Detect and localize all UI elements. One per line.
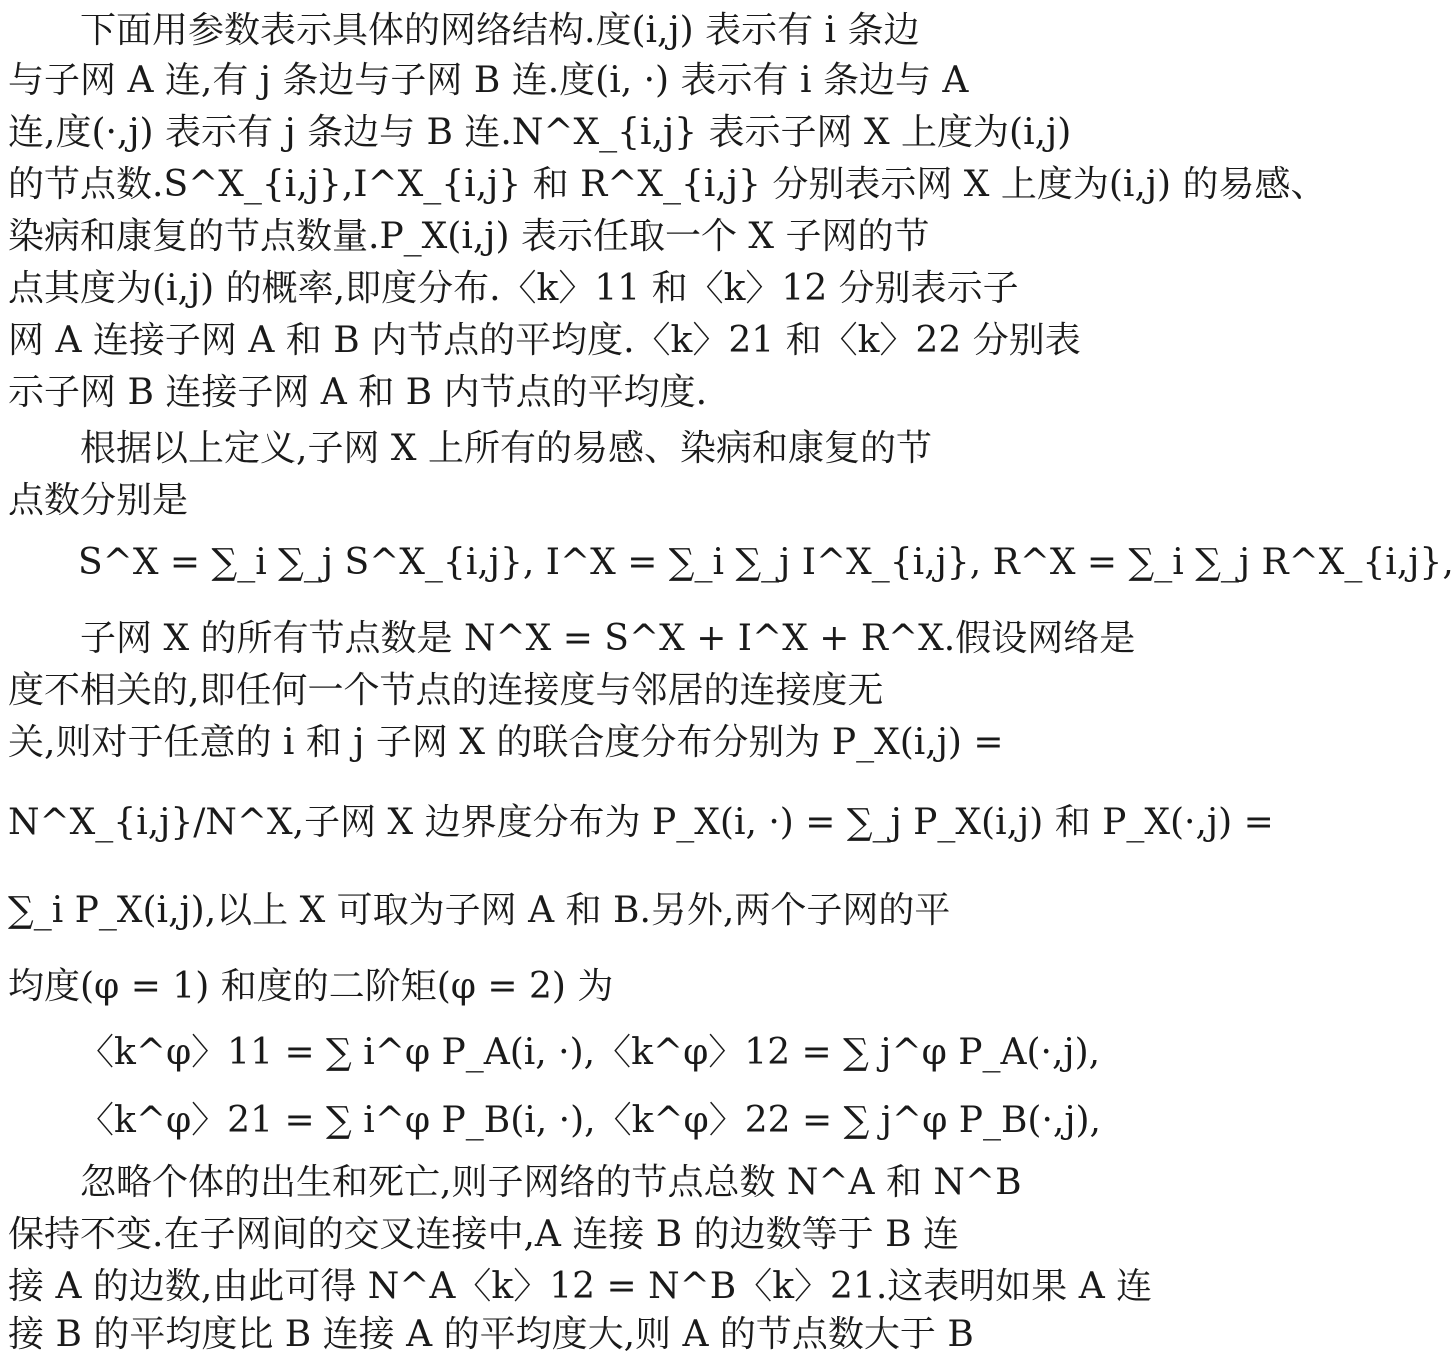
text-line: N^X_{i,j}/N^X,子网 X 边界度分布为 P_X(i, ·) = ∑_j P_X(i,j) 和 P_X(·,j) = — [8, 802, 1274, 843]
text-line: 下面用参数表示具体的网络结构.度(i,j) 表示有 i 条边 — [80, 10, 920, 51]
equation-moments-b: 〈k^φ〉21 = ∑ i^φ P_B(i, ·),〈k^φ〉22 = ∑ j^φ P_B(·,j), — [78, 1100, 1101, 1141]
text-line: 根据以上定义,子网 X 上所有的易感、染病和康复的节 — [80, 428, 932, 469]
text-line: ∑_i P_X(i,j),以上 X 可取为子网 A 和 B.另外,两个子网的平 — [8, 890, 951, 931]
text-line: 忽略个体的出生和死亡,则子网络的节点总数 N^A 和 N^B — [80, 1162, 1022, 1203]
equation-sums: S^X = ∑_i ∑_j S^X_{i,j}, I^X = ∑_i ∑_j I^X_{i,j}, R^X = ∑_i ∑_j R^X_{i,j}, — [78, 542, 1454, 583]
text-line: 关,则对于任意的 i 和 j 子网 X 的联合度分布分别为 P_X(i,j) = — [8, 722, 1004, 763]
text-line: 点其度为(i,j) 的概率,即度分布.〈k〉11 和〈k〉12 分别表示子 — [8, 268, 1019, 309]
text-line: 度不相关的,即任何一个节点的连接度与邻居的连接度无 — [8, 670, 884, 711]
text-line: 均度(φ = 1) 和度的二阶矩(φ = 2) 为 — [8, 966, 614, 1007]
text-line: 接 B 的平均度比 B 连接 A 的平均度大,则 A 的节点数大于 B — [8, 1314, 974, 1355]
text-line: 点数分别是 — [8, 480, 189, 521]
equation-moments-a: 〈k^φ〉11 = ∑ i^φ P_A(i, ·),〈k^φ〉12 = ∑ j^φ P_A(·,j), — [78, 1032, 1101, 1073]
text-line: 保持不变.在子网间的交叉连接中,A 连接 B 的边数等于 B 连 — [8, 1214, 960, 1255]
text-line: 网 A 连接子网 A 和 B 内节点的平均度.〈k〉21 和〈k〉22 分别表 — [8, 320, 1081, 361]
text-line: 与子网 A 连,有 j 条边与子网 B 连.度(i, ·) 表示有 i 条边与 A — [8, 60, 969, 101]
text-line: 连,度(·,j) 表示有 j 条边与 B 连.N^X_{i,j} 表示子网 X 上度为(i,j) — [8, 112, 1072, 153]
text-line: 示子网 B 连接子网 A 和 B 内节点的平均度. — [8, 372, 708, 413]
text-line: 的节点数.S^X_{i,j},I^X_{i,j} 和 R^X_{i,j} 分别表示网 X 上度为(i,j) 的易感、 — [8, 164, 1327, 205]
text-line: 染病和康复的节点数量.P_X(i,j) 表示任取一个 X 子网的节 — [8, 216, 930, 257]
text-line: 接 A 的边数,由此可得 N^A〈k〉12 = N^B〈k〉21.这表明如果 A 连 — [8, 1266, 1153, 1307]
text-line: 子网 X 的所有节点数是 N^X = S^X + I^X + R^X.假设网络是 — [80, 618, 1136, 659]
